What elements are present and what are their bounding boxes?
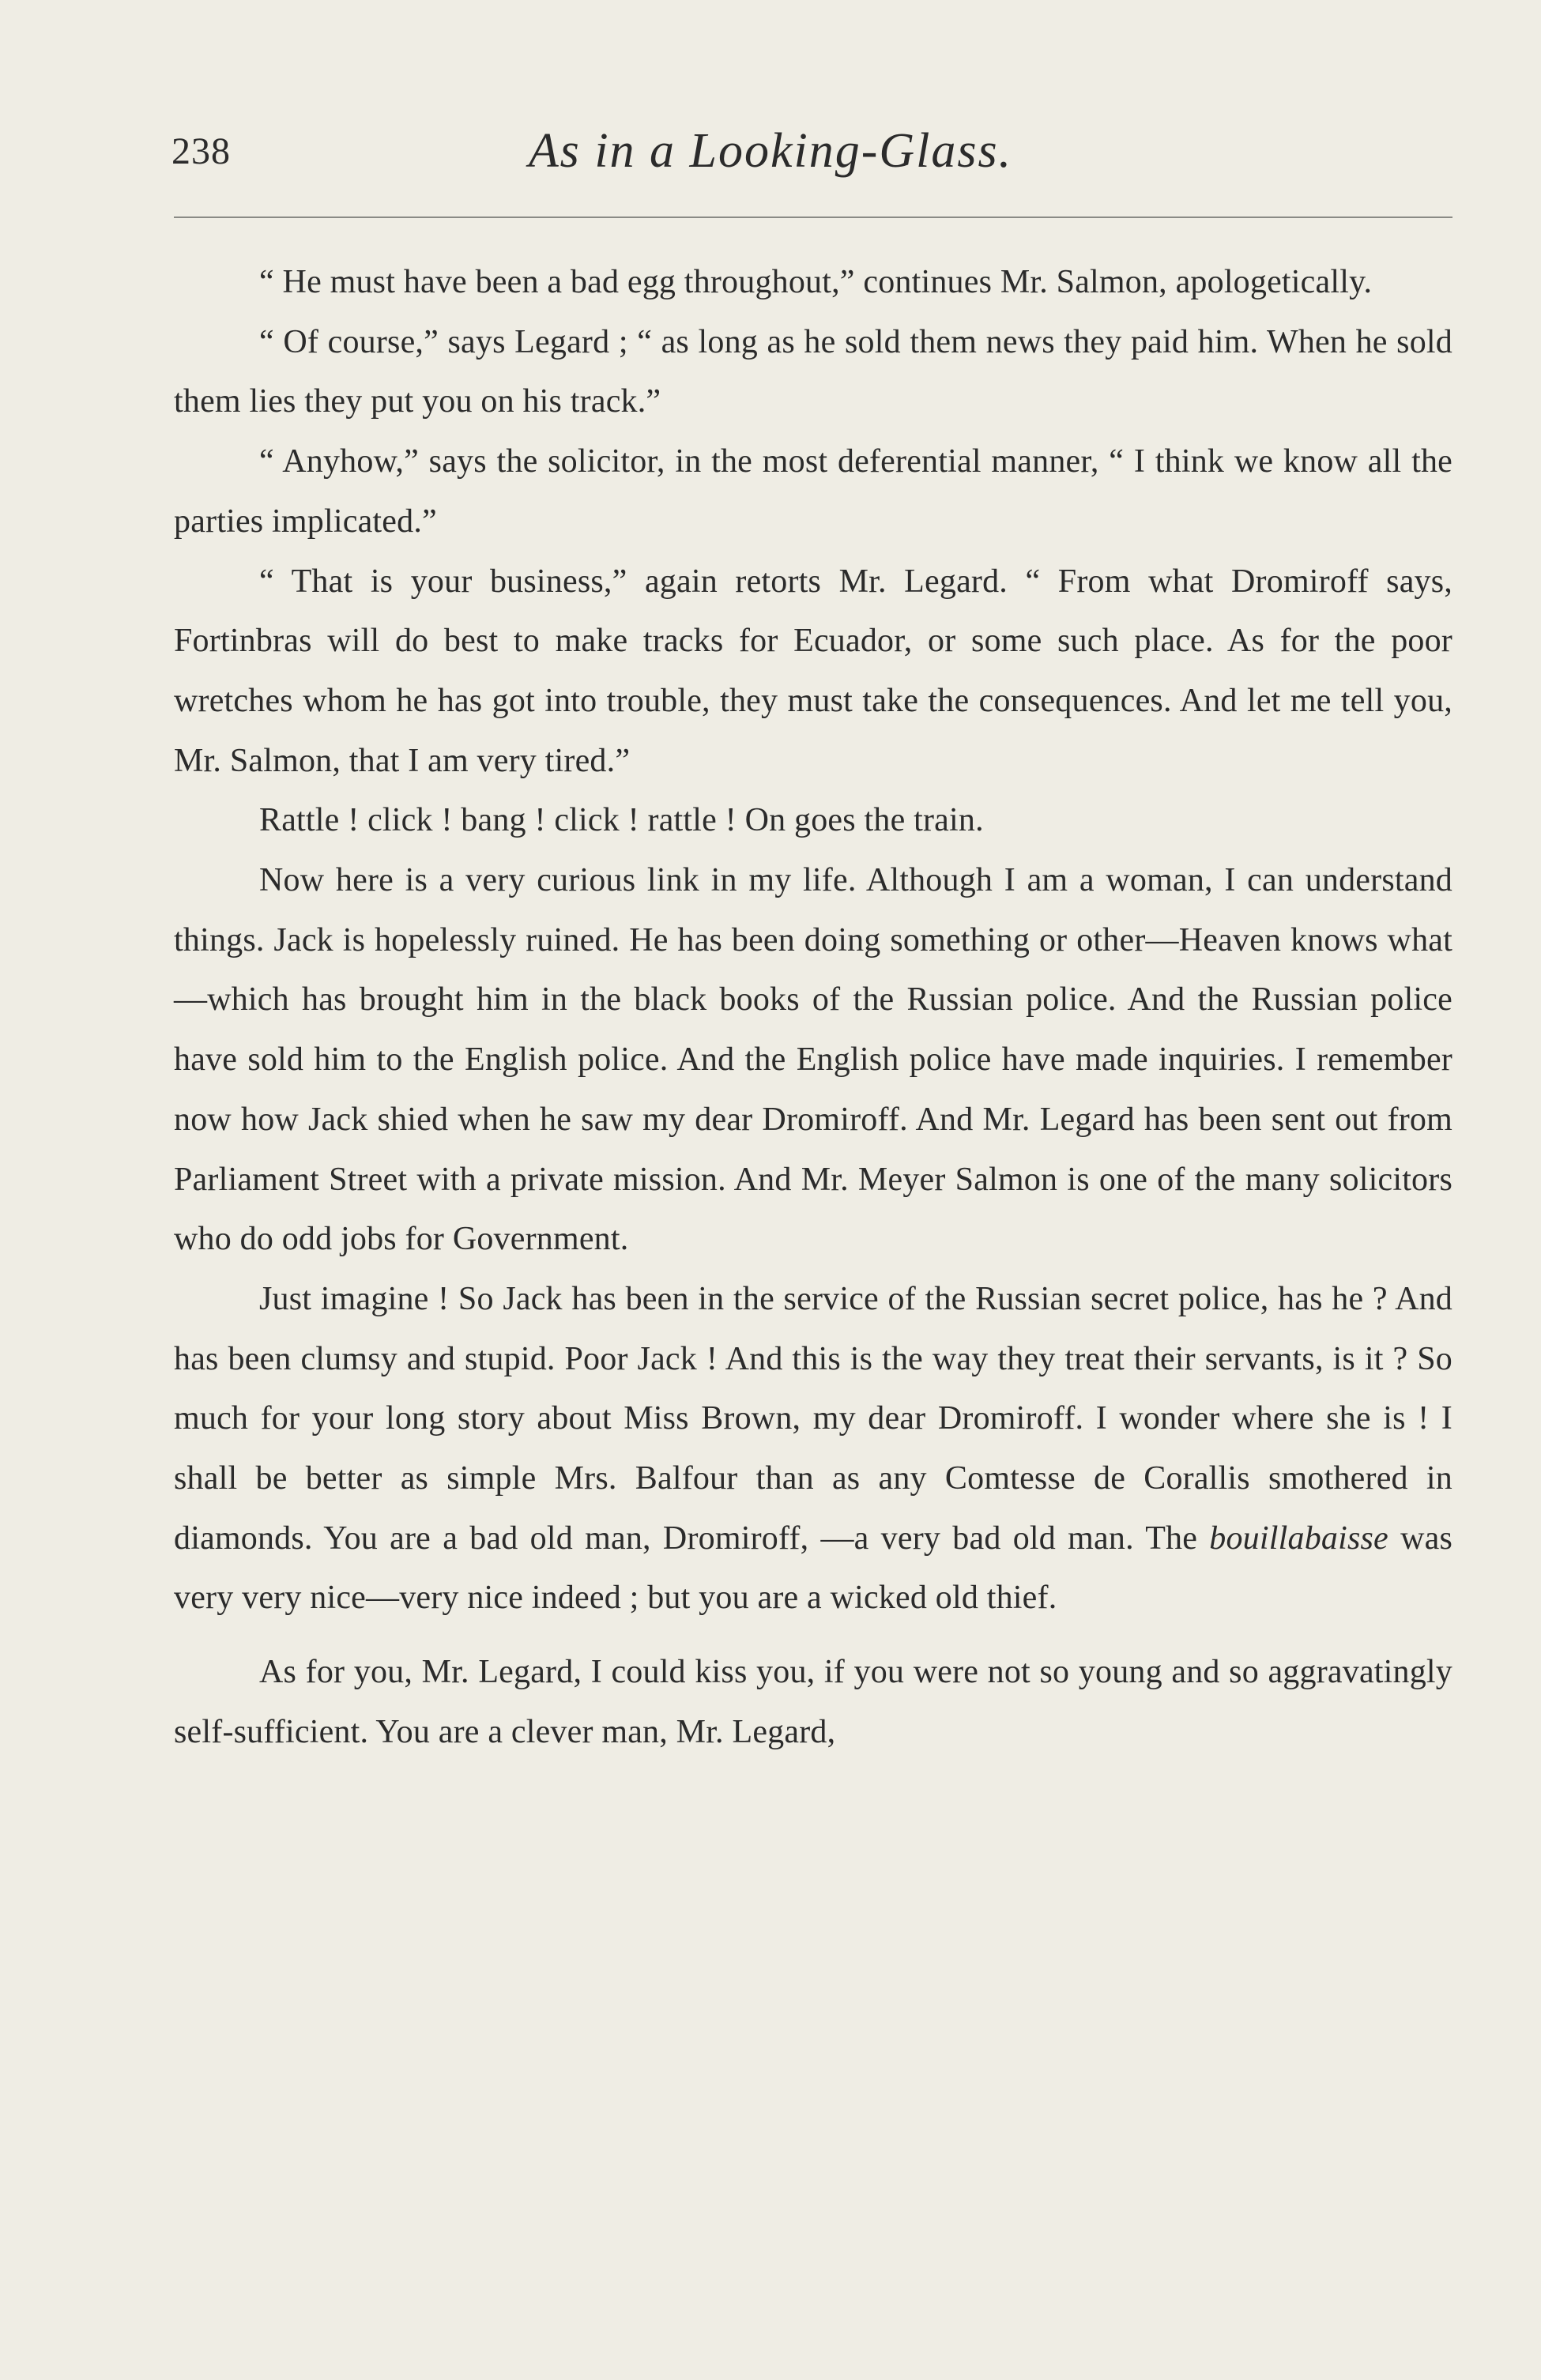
body-text <box>174 253 1452 1763</box>
paragraph-7-end: was very very nice—very nice indeed ; but you are a wicked old thief. <box>174 1520 1452 1617</box>
paragraph-7 <box>174 1270 1452 1629</box>
paragraph-1: “ He must have been a bad egg throughout,” continues Mr. Salmon, apologetically. <box>259 264 1373 300</box>
header-rule <box>174 217 1452 218</box>
paragraph-3: “ Anyhow,” says the solicitor, in the most deferential manner, “ I think we know all the parties implicated.” <box>174 443 1452 540</box>
paragraph-8: As for you, Mr. Legard, I could kiss you, if you were not so young and so aggravatingly self-sufficient. You are a clever man, Mr. Legard, <box>174 1654 1452 1750</box>
paragraph-7-start: Just imagine ! So Jack has been in the service of the Russian secret police, has he ? And has been clumsy and stupid. Poor Jack ! And this is the way they treat their servants, is it ? So much for your long story about Miss Brown, my dear Dromiroff. I wonder where she is ! I shall be better as simple Mrs. Balfour than as any Comtesse de Corallis smothered in diamonds. You are a bad old man, Dromiroff, —a very bad old man. The <box>174 1280 1452 1557</box>
paragraph-6: Now here is a very curious link in my life. Although I am a woman, I can understand things. Jack is hopelessly ruined. He has been doing something or other—Heaven knows what—which has brought him in the black books of the Russian police. And the Russian police have sold him to the English police. And the English police have made inquiries. I remember now how Jack shied when he saw my dear Dromiroff. And Mr. Legard has been sent out from Parliament Street with a private mission. And Mr. Meyer Salmon is one of the many solicitors who do odd jobs for Government. <box>174 862 1452 1258</box>
italic-word: bouillabaisse <box>1209 1520 1388 1557</box>
running-head: As in a Looking-Glass. <box>528 124 1013 178</box>
paragraph-5: Rattle ! click ! bang ! click ! rattle ! On goes the train. <box>259 802 984 839</box>
paragraph-2: “ Of course,” says Legard ; “ as long as he sold them news they paid him. When he sold them lies they put you on his track.” <box>174 323 1452 420</box>
paragraph-4: “ That is your business,” again retorts Mr. Legard. “ From what Dromiroff says, Fortinbras will do best to make tracks for Ecuador, or some such place. As for the poor wretches whom he has got into trouble, they must take the consequences. And let me tell you, Mr. Salmon, that I am very tired.” <box>174 563 1452 779</box>
page-number: 238 <box>171 130 231 172</box>
